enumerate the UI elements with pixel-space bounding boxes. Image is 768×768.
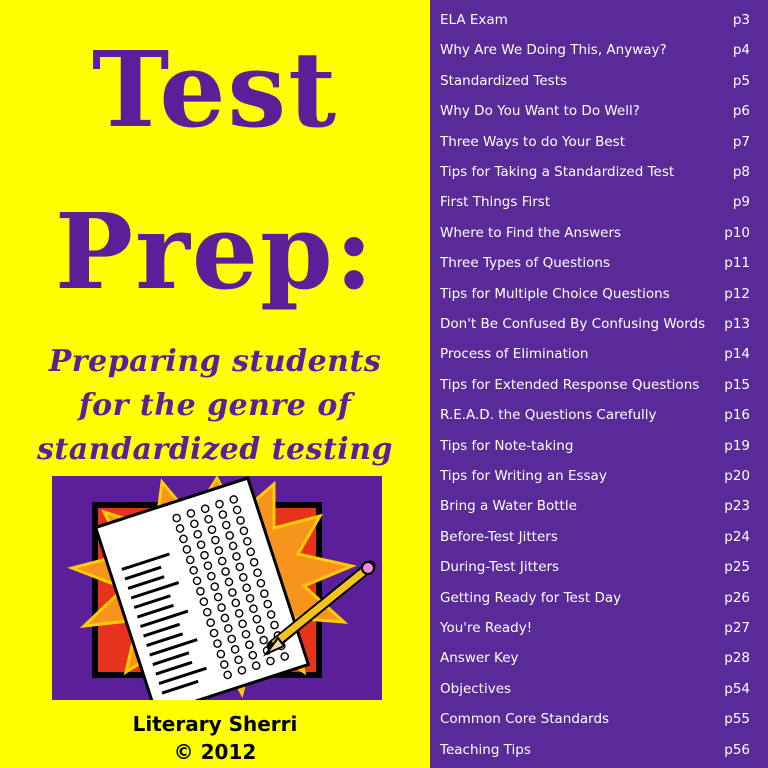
subtitle [0, 340, 430, 472]
toc-item-title: First Things First [440, 194, 551, 211]
toc-item [440, 735, 758, 765]
toc-item-page: p5 [732, 72, 750, 89]
toc-item-page: p14 [724, 346, 750, 363]
toc-item-title: Tips for Note-taking [440, 437, 574, 454]
toc-item-page: p25 [724, 559, 750, 576]
toc-item-title: Getting Ready for Test Day [440, 589, 622, 606]
subtitle-line-2: for the genre of [78, 388, 352, 423]
toc-item [440, 431, 758, 461]
table-of-contents [430, 0, 768, 768]
toc-item [440, 674, 758, 704]
toc-item-title: During-Test Jitters [440, 559, 560, 576]
test-clipart [52, 476, 382, 700]
toc-item-title: Common Core Standards [440, 711, 610, 728]
toc-item [440, 35, 758, 65]
toc-item [440, 218, 758, 248]
toc-item-title: Objectives [440, 680, 512, 697]
toc-item [440, 127, 758, 157]
toc-item-page: p13 [724, 316, 750, 332]
toc-item-title: Don't Be Confused By Confusing Words [440, 316, 706, 332]
toc-item [440, 552, 758, 582]
toc-item [440, 157, 758, 187]
toc-item-page: p27 [724, 620, 750, 636]
toc-item [440, 279, 758, 309]
toc-item [440, 187, 758, 217]
toc-item-title: Why Are We Doing This, Anyway? [440, 42, 667, 59]
toc-item-title: Process of Elimination [440, 346, 589, 363]
toc-item-title: Three Types of Questions [440, 255, 611, 272]
toc-item-page: p10 [724, 224, 750, 241]
toc-item-page: p11 [724, 255, 750, 272]
toc-item-title: Tips for Taking a Standardized Test [440, 164, 675, 180]
toc-item-page: p24 [724, 528, 750, 545]
title-test: Test [91, 28, 339, 151]
toc-item-title: R.E.A.D. the Questions Carefully [440, 407, 657, 424]
toc-item-title: Bring a Water Bottle [440, 498, 577, 515]
toc-item-title: Standardized Tests [440, 72, 568, 89]
toc-item [440, 583, 758, 613]
title-prep: Prep: [54, 190, 376, 313]
toc-item-title: Where to Find the Answers [440, 224, 622, 241]
toc-item-page: p8 [732, 164, 750, 180]
copyright: © 2012 [173, 740, 257, 764]
toc-item [440, 491, 758, 521]
toc-item-page: p15 [724, 376, 750, 393]
toc-item-title: You're Ready! [440, 620, 533, 636]
toc-item [440, 461, 758, 491]
toc-item [440, 643, 758, 673]
toc-item-page: p23 [724, 498, 750, 515]
toc-item-title: ELA Exam [440, 12, 508, 28]
toc-item [440, 522, 758, 552]
toc-item [440, 339, 758, 369]
toc-item [440, 704, 758, 734]
toc-item [440, 5, 758, 35]
toc-item-page: p4 [732, 42, 750, 59]
toc-item-title: Why Do You Want to Do Well? [440, 103, 640, 120]
toc-item [440, 66, 758, 96]
toc-item-title: Teaching Tips [440, 741, 531, 758]
toc-item [440, 370, 758, 400]
toc-item-title: Tips for Multiple Choice Questions [440, 285, 670, 302]
toc-item-page: p16 [724, 407, 750, 424]
toc-item-title: Answer Key [440, 650, 519, 667]
toc-item [440, 96, 758, 126]
toc-item-page: p28 [724, 650, 750, 667]
toc-item-page: p9 [732, 194, 750, 211]
toc-item-title: Before-Test Jitters [440, 528, 558, 545]
author-name: Literary Sherri [132, 712, 298, 736]
subtitle-line-3: standardized testing [36, 432, 393, 467]
toc-item-title: Tips for Writing an Essay [440, 468, 607, 484]
toc-item [440, 400, 758, 430]
subtitle-line-1: Preparing students [48, 344, 382, 379]
toc-item-page: p6 [732, 103, 750, 120]
toc-item-page: p56 [724, 741, 750, 758]
toc-item-title: Tips for Extended Response Questions [440, 376, 700, 393]
toc-item-page: p54 [724, 680, 750, 697]
toc-item-page: p7 [732, 133, 750, 150]
toc-item-page: p55 [724, 711, 750, 728]
toc-item-title: Three Ways to do Your Best [440, 133, 625, 150]
toc-item-page: p3 [732, 12, 750, 28]
toc-item-page: p26 [724, 589, 750, 606]
toc-item [440, 248, 758, 278]
toc-item [440, 309, 758, 339]
toc-item-page: p20 [724, 468, 750, 484]
toc-item-page: p19 [724, 437, 750, 454]
toc-item-page: p12 [724, 285, 750, 302]
toc-item [440, 613, 758, 643]
